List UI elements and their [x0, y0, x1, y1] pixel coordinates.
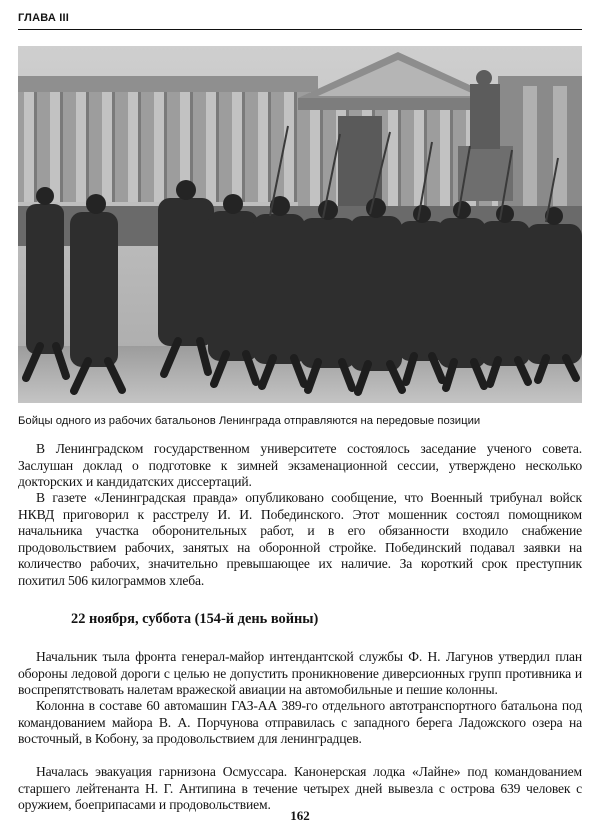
section-heading: 22 ноября, суббота (154-й день войны) — [71, 611, 319, 627]
paragraph-tribunal-report: В газете «Ленинградская правда» опубликовано сообщение, что Военный трибунал войск НКВД приговорил к расстрелу И. И. Побединского. Этот мошенник состоял помощником начальника участка оборонительных работ, и в его обязанности входило снабжение продовольствием рабочих, занятых на оборонной стройке. Побединский подавал заявки на количество рабочих, значительно превышающее их наличие. За короткий срок преступник похитил 506 килограммов хлеба. — [18, 490, 582, 588]
running-head — [18, 10, 582, 32]
paragraph-truck-convoy: Колонна в составе 60 автомашин ГАЗ-АА 389-го отдельного автотранспортного батальона под командованием майора В. А. Порчунова отправилась с западного берега Ладожского озера на восточный, в Кобону, за продовольствием для ленинградцев. — [18, 698, 582, 747]
photo-caption: Бойцы одного из рабочих батальонов Ленинграда отправляются на передовые позиции — [18, 415, 481, 427]
paragraph-osmussaar-evacuation: Началась эвакуация гарнизона Осмуссара. Канонерская лодка «Лайне» под командованием старшего лейтенанта Н. Г. Антипина в течение четырех дней вывезла с острова 639 человек с оружием, боеприпасами и продовольствием. — [18, 764, 582, 813]
photo-marching-soldiers — [18, 46, 582, 403]
page-number: 162 — [290, 808, 310, 823]
chapter-label: ГЛАВА III — [18, 12, 69, 24]
paragraph-university-council: В Ленинградском государственном университете состоялось заседание ученого совета. Заслушан доклад о подготовке к зимней экзаменационной сессии, утверждено несколько докторских и кандидатских диссертаций. — [18, 441, 582, 490]
header-rule — [18, 29, 582, 30]
paragraph-ice-road-defense: Начальник тыла фронта генерал-майор интендантской службы Ф. Н. Лагунов утвердил план обороны ледовой дороги с целью не допустить проникновение диверсионных групп противника и воспрепятствовать налетам вражеской авиации на автомобильные и пешие колонны. — [18, 649, 582, 698]
